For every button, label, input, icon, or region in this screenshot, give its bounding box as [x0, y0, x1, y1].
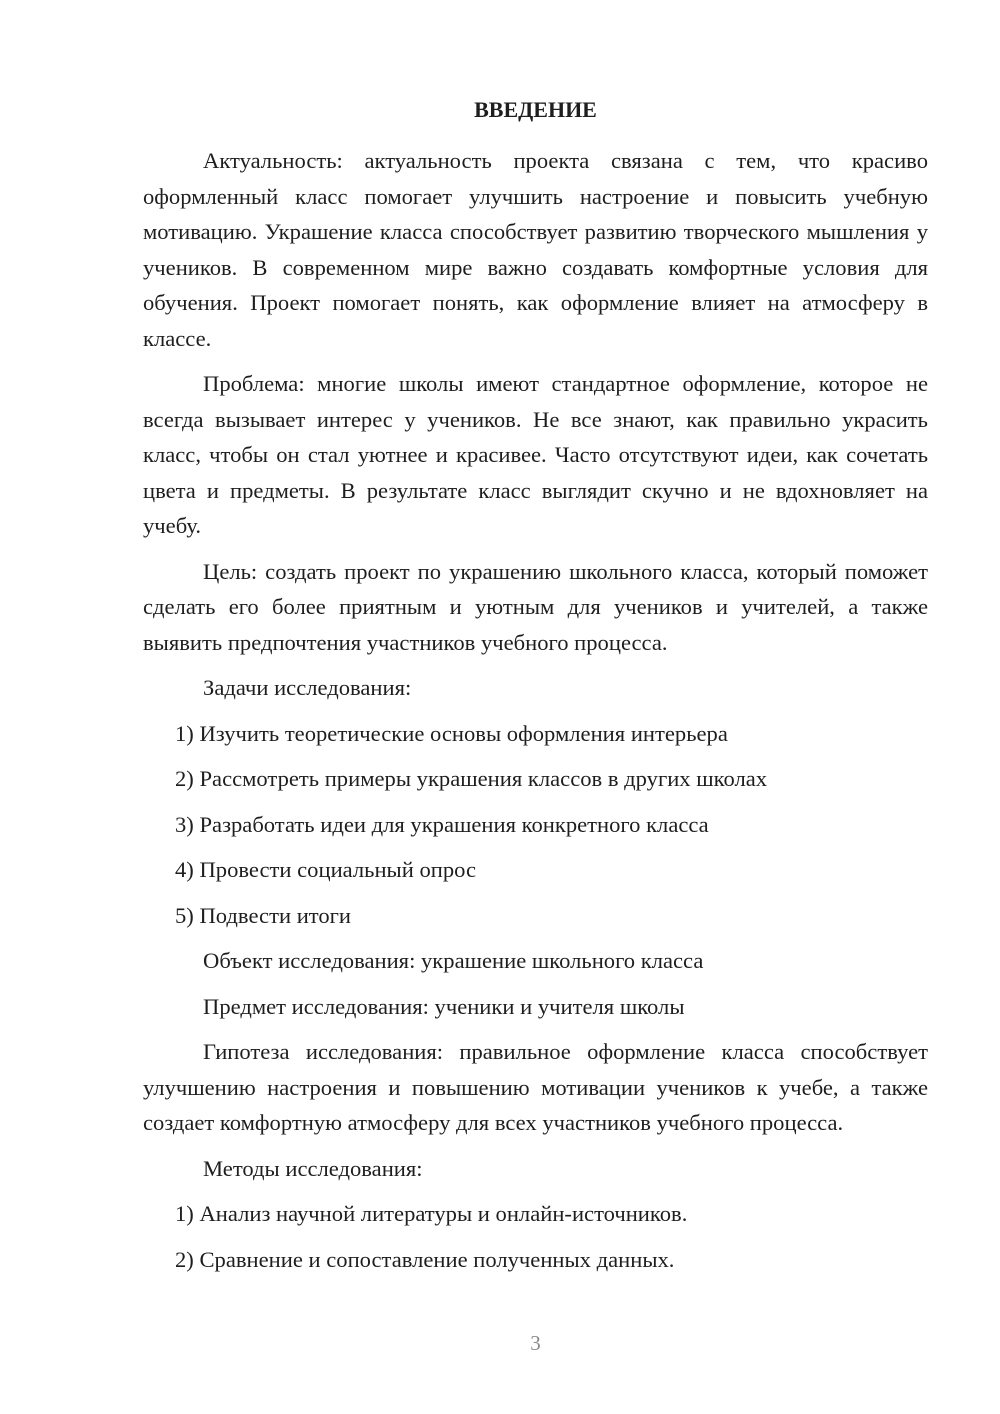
- goal-paragraph: Цель: создать проект по украшению школьного класса, который поможет сделать его более приятным и уютным для учеников и учителей, а также выявить предпочтения участников учебного процесса.: [143, 558, 928, 655]
- task-item: 1) Изучить теоретические основы оформления интерьера: [175, 720, 728, 746]
- task-item: 2) Рассмотреть примеры украшения классов в других школах: [175, 766, 768, 791]
- task-item: 5) Подвести итоги: [175, 902, 352, 928]
- task-item: 4) Провести социальный опрос: [175, 857, 477, 882]
- methods-heading: Методы исследования:: [203, 1155, 423, 1181]
- document-page: [143, 92, 928, 1287]
- problem-paragraph: Проблема: многие школы имеют стандартное оформление, которое не всегда вызывает интерес у учеников. Не все знают, как правильно украсить класс, чтобы он стал уютнее и красивее. Часто отсутствуют идеи, как сочетать цвета и предметы. В результате класс выглядит скучно и не вдохновляет на учебу.: [143, 371, 928, 538]
- research-object: Объект исследования: украшение школьного класса: [203, 948, 704, 973]
- method-item: 2) Сравнение и сопоставление полученных данных.: [175, 1246, 675, 1272]
- relevance-paragraph: Актуальность: актуальность проекта связана с тем, что красиво оформленный класс помогает улучшить настроение и повысить учебную мотивацию. Украшение класса способствует развитию творческого мышления у учеников. В современном мире важно создавать комфортные условия для обучения. Проект помогает понять, как оформление влияет на атмосферу в классе.: [143, 148, 928, 351]
- research-subject: Предмет исследования: ученики и учителя школы: [203, 993, 685, 1019]
- method-item: 1) Анализ научной литературы и онлайн-источников.: [175, 1201, 688, 1226]
- page-number: 3: [530, 1331, 541, 1355]
- task-item: 3) Разработать идеи для украшения конкретного класса: [175, 811, 709, 837]
- hypothesis-paragraph: Гипотеза исследования: правильное оформление класса способствует улучшению настроения и повышению мотивации учеников к учебе, а также создает комфортную атмосферу для всех участников учебного процесса.: [143, 1039, 928, 1135]
- page-title: ВВЕДЕНИЕ: [474, 97, 597, 122]
- tasks-heading: Задачи исследования:: [203, 675, 412, 700]
